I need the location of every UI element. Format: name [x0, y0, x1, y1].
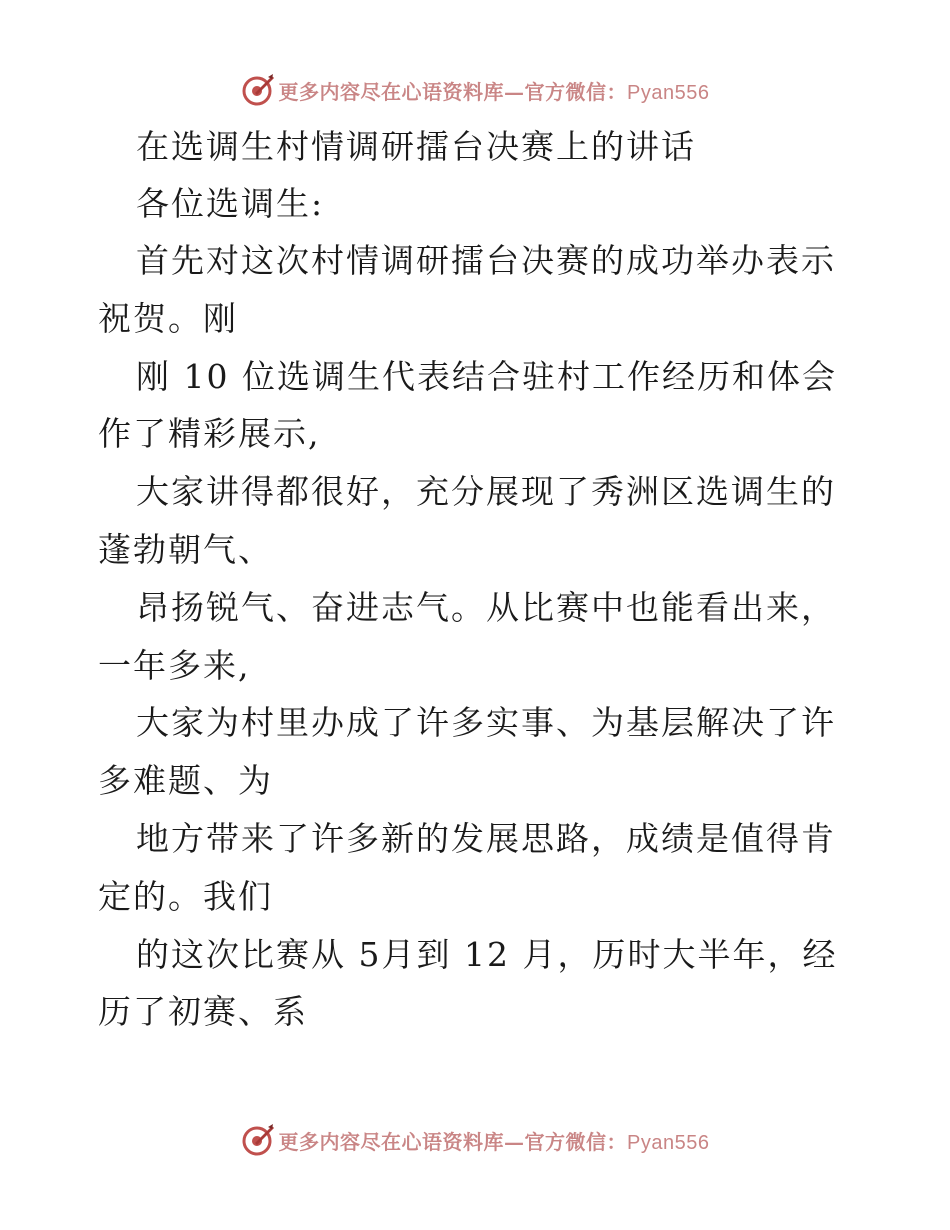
banner-main-text: 更多内容尽在心语资料库—官方微信： [278, 1129, 628, 1154]
banner-wechat-id: Pyan556 [627, 1131, 710, 1154]
paragraph-4: 昂扬锐气、奋进志气。从比赛中也能看出来，一年多来, [98, 587, 836, 685]
quill-pen-circle-icon [241, 73, 275, 107]
header-banner [0, 70, 950, 110]
paragraph-6: 地方带来了许多新的发展思路，成绩是值得肯定的。我们 [98, 818, 836, 916]
banner-wechat-id: Pyan556 [627, 81, 710, 104]
paragraph-5: 大家为村里办成了许多实事、为基层解决了许多难题、为 [98, 703, 836, 801]
footer-banner [0, 1120, 950, 1160]
quill-pen-circle-icon [241, 1123, 275, 1157]
paragraph-3: 大家讲得都很好，充分展现了秀洲区选调生的蓬勃朝气、 [98, 472, 836, 569]
salutation: 各位选调生: [136, 184, 325, 223]
banner-text [279, 1126, 710, 1155]
paragraph-2: 刚 10 位选调生代表结合驻村工作经历和体会作了精彩展示, [98, 356, 837, 454]
paragraph-1: 首先对这次村情调研擂台决赛的成功举办表示祝贺。刚 [98, 241, 836, 338]
banner-main-text: 更多内容尽在心语资料库—官方微信： [278, 79, 628, 104]
document-body [98, 118, 858, 1041]
banner-text [279, 76, 710, 105]
paragraph-7: 的这次比赛从 5月到 12 月，历时大半年，经历了初赛、系 [98, 934, 838, 1032]
document-title: 在选调生村情调研擂台决赛上的讲话 [136, 127, 696, 166]
